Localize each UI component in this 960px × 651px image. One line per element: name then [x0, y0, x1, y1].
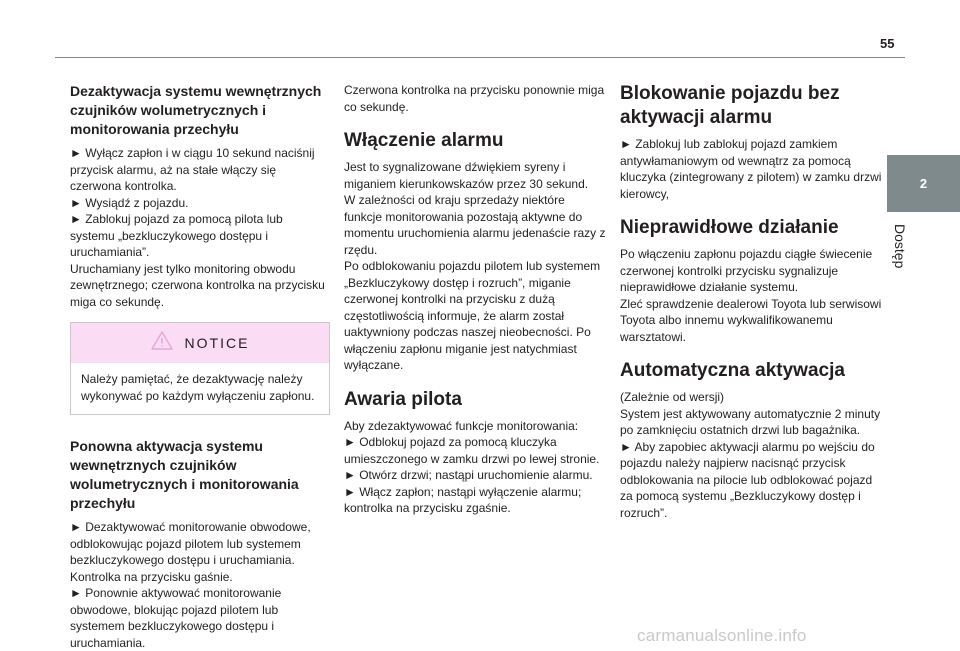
auto-step-prevent: ► Aby zapobiec aktywacji alarmu po wejściu do pojazdu należy najpierw nacisnąć przycisk odblokowania na pilocie lub odblokować pojazd za pomocą systemu „Bezkluczykowy dostęp i rozruch”.: [620, 439, 875, 520]
header-divider: [55, 57, 905, 58]
auto-text-version: (Zależnie od wersji): [620, 390, 725, 404]
section-heading-deactivation: Dezaktywacja systemu wewnętrznych czujników wolumetrycznych i monitorowania przechyłu: [70, 83, 322, 137]
chapter-tab[interactable]: [887, 155, 960, 212]
lock-step-text: ► Zablokuj lub zablokuj pojazd zamkiem antywłamaniowym od wewnątrz za pomocą kluczyka (zintegrowany z pilotem) w zamku drzwi kierowcy,: [620, 137, 882, 201]
step-lock-vehicle: ► Zablokuj pojazd za pomocą pilota lub systemu „bezkluczykowego dostępu i uruchamiania”.: [70, 212, 283, 259]
remote-step-open-door: ► Otwórz drzwi; nastąpi uruchomienie alarmu.: [344, 468, 593, 482]
section-heading-reactivation: Ponowna aktywacja systemu wewnętrznych czujników wolumetrycznych i monitorowania przechyłu: [70, 438, 299, 511]
watermark: carmanualsonline.info: [637, 626, 807, 645]
section-heading-lock-without-alarm: Blokowanie pojazdu bez aktywacji alarmu: [620, 83, 840, 128]
step-deactivate-perimeter: ► Dezaktywować monitorowanie obwodowe, odblokowując pojazd pilotem lub systemem bezkluczykowego dostępu i uruchamiania.: [70, 520, 311, 567]
remote-step-unlock-key: ► Odblokuj pojazd za pomocą kluczyka umieszczonego w zamku drzwi po lewej stronie.: [344, 435, 600, 466]
notice-title: NOTICE: [184, 335, 250, 351]
chapter-label: Dostęp: [892, 224, 908, 269]
notice-text: Należy pamiętać, że dezaktywację należy wykonywać po każdym wyłączeniu zapłonu.: [81, 372, 315, 403]
step-exit-vehicle: ► Wysiądź z pojazdu.: [70, 195, 189, 210]
section-heading-alarm-trigger: Włączenie alarmu: [344, 130, 504, 151]
section-heading-malfunction: Nieprawidłowe działanie: [620, 217, 839, 238]
remote-text-intro: Aby zdezaktywować funkcje monitorowania:: [344, 418, 579, 433]
chapter-number: 2: [919, 176, 928, 191]
continued-text: Czerwona kontrolka na przycisku ponownie miga co sekundę.: [344, 83, 605, 114]
section-heading-auto-activation: Automatyczna aktywacja: [620, 360, 845, 381]
indicator-off-text: Kontrolka na przycisku gaśnie.: [70, 569, 233, 584]
remote-step-ignition: ► Włącz zapłon; nastąpi wyłączenie alarmu; kontrolka na przycisku zgaśnie.: [344, 484, 582, 515]
step-reactivate-perimeter: ► Ponownie aktywować monitorowanie obwodowe, blokując pojazd pilotem lub systemem bezkluczykowego dostępu i uruchamiania.: [70, 586, 282, 650]
alarm-text-unlock: Po odblokowaniu pojazdu pilotem lub systemem „Bezkluczykowy dostęp i rozruch”, miganie czerwonej kontrolki na przycisku z dużą częstotliwością informuje, że alarm został uaktywniony podczas naszej nieobecności. Po włączeniu zapłonu miganie jest natychmiast wyłączane.: [344, 259, 601, 372]
section-heading-remote-failure: Awaria pilota: [344, 388, 462, 410]
deactivation-result-text: Uruchamiany jest tylko monitoring obwodu zewnętrznego; czerwona kontrolka na przycisku miga co sekundę.: [70, 261, 325, 309]
column-right: [620, 78, 886, 521]
malfunction-text-dealer: Zleć sprawdzenie dealerowi Toyota lub serwisowi Toyota albo innemu wykwalifikowanemu warsztatowi.: [620, 296, 882, 344]
auto-text-timer: System jest aktywowany automatycznie 2 minuty po zamknięciu ostatnich drzwi lub bagażnika.: [620, 406, 881, 437]
notice-box: [70, 322, 330, 415]
alarm-text-country: W zależności od kraju sprzedaży niektóre funkcje monitorowania pozostają aktywne do momentu uruchomienia alarmu jedenaście razy z rzędu.: [344, 193, 606, 257]
step-ignition-off: ► Wyłącz zapłon i w ciągu 10 sekund naciśnij przycisk alarmu, aż na stałe włączy się czerwona kontrolka.: [70, 146, 315, 193]
column-middle: [344, 78, 606, 517]
warning-triangle-icon: [151, 331, 173, 355]
malfunction-text-indicator: Po włączeniu zapłonu pojazdu ciągłe świecenie czerwonej kontrolki przycisku sygnalizuje nieprawidłowe działanie systemu.: [620, 247, 873, 294]
alarm-text-siren: Jest to sygnalizowane dźwiękiem syreny i miganiem kierunkowskazów przez 30 sekund.: [344, 160, 589, 191]
notice-header: [71, 323, 329, 363]
page-number: 55: [880, 36, 895, 51]
column-left: [70, 78, 330, 651]
